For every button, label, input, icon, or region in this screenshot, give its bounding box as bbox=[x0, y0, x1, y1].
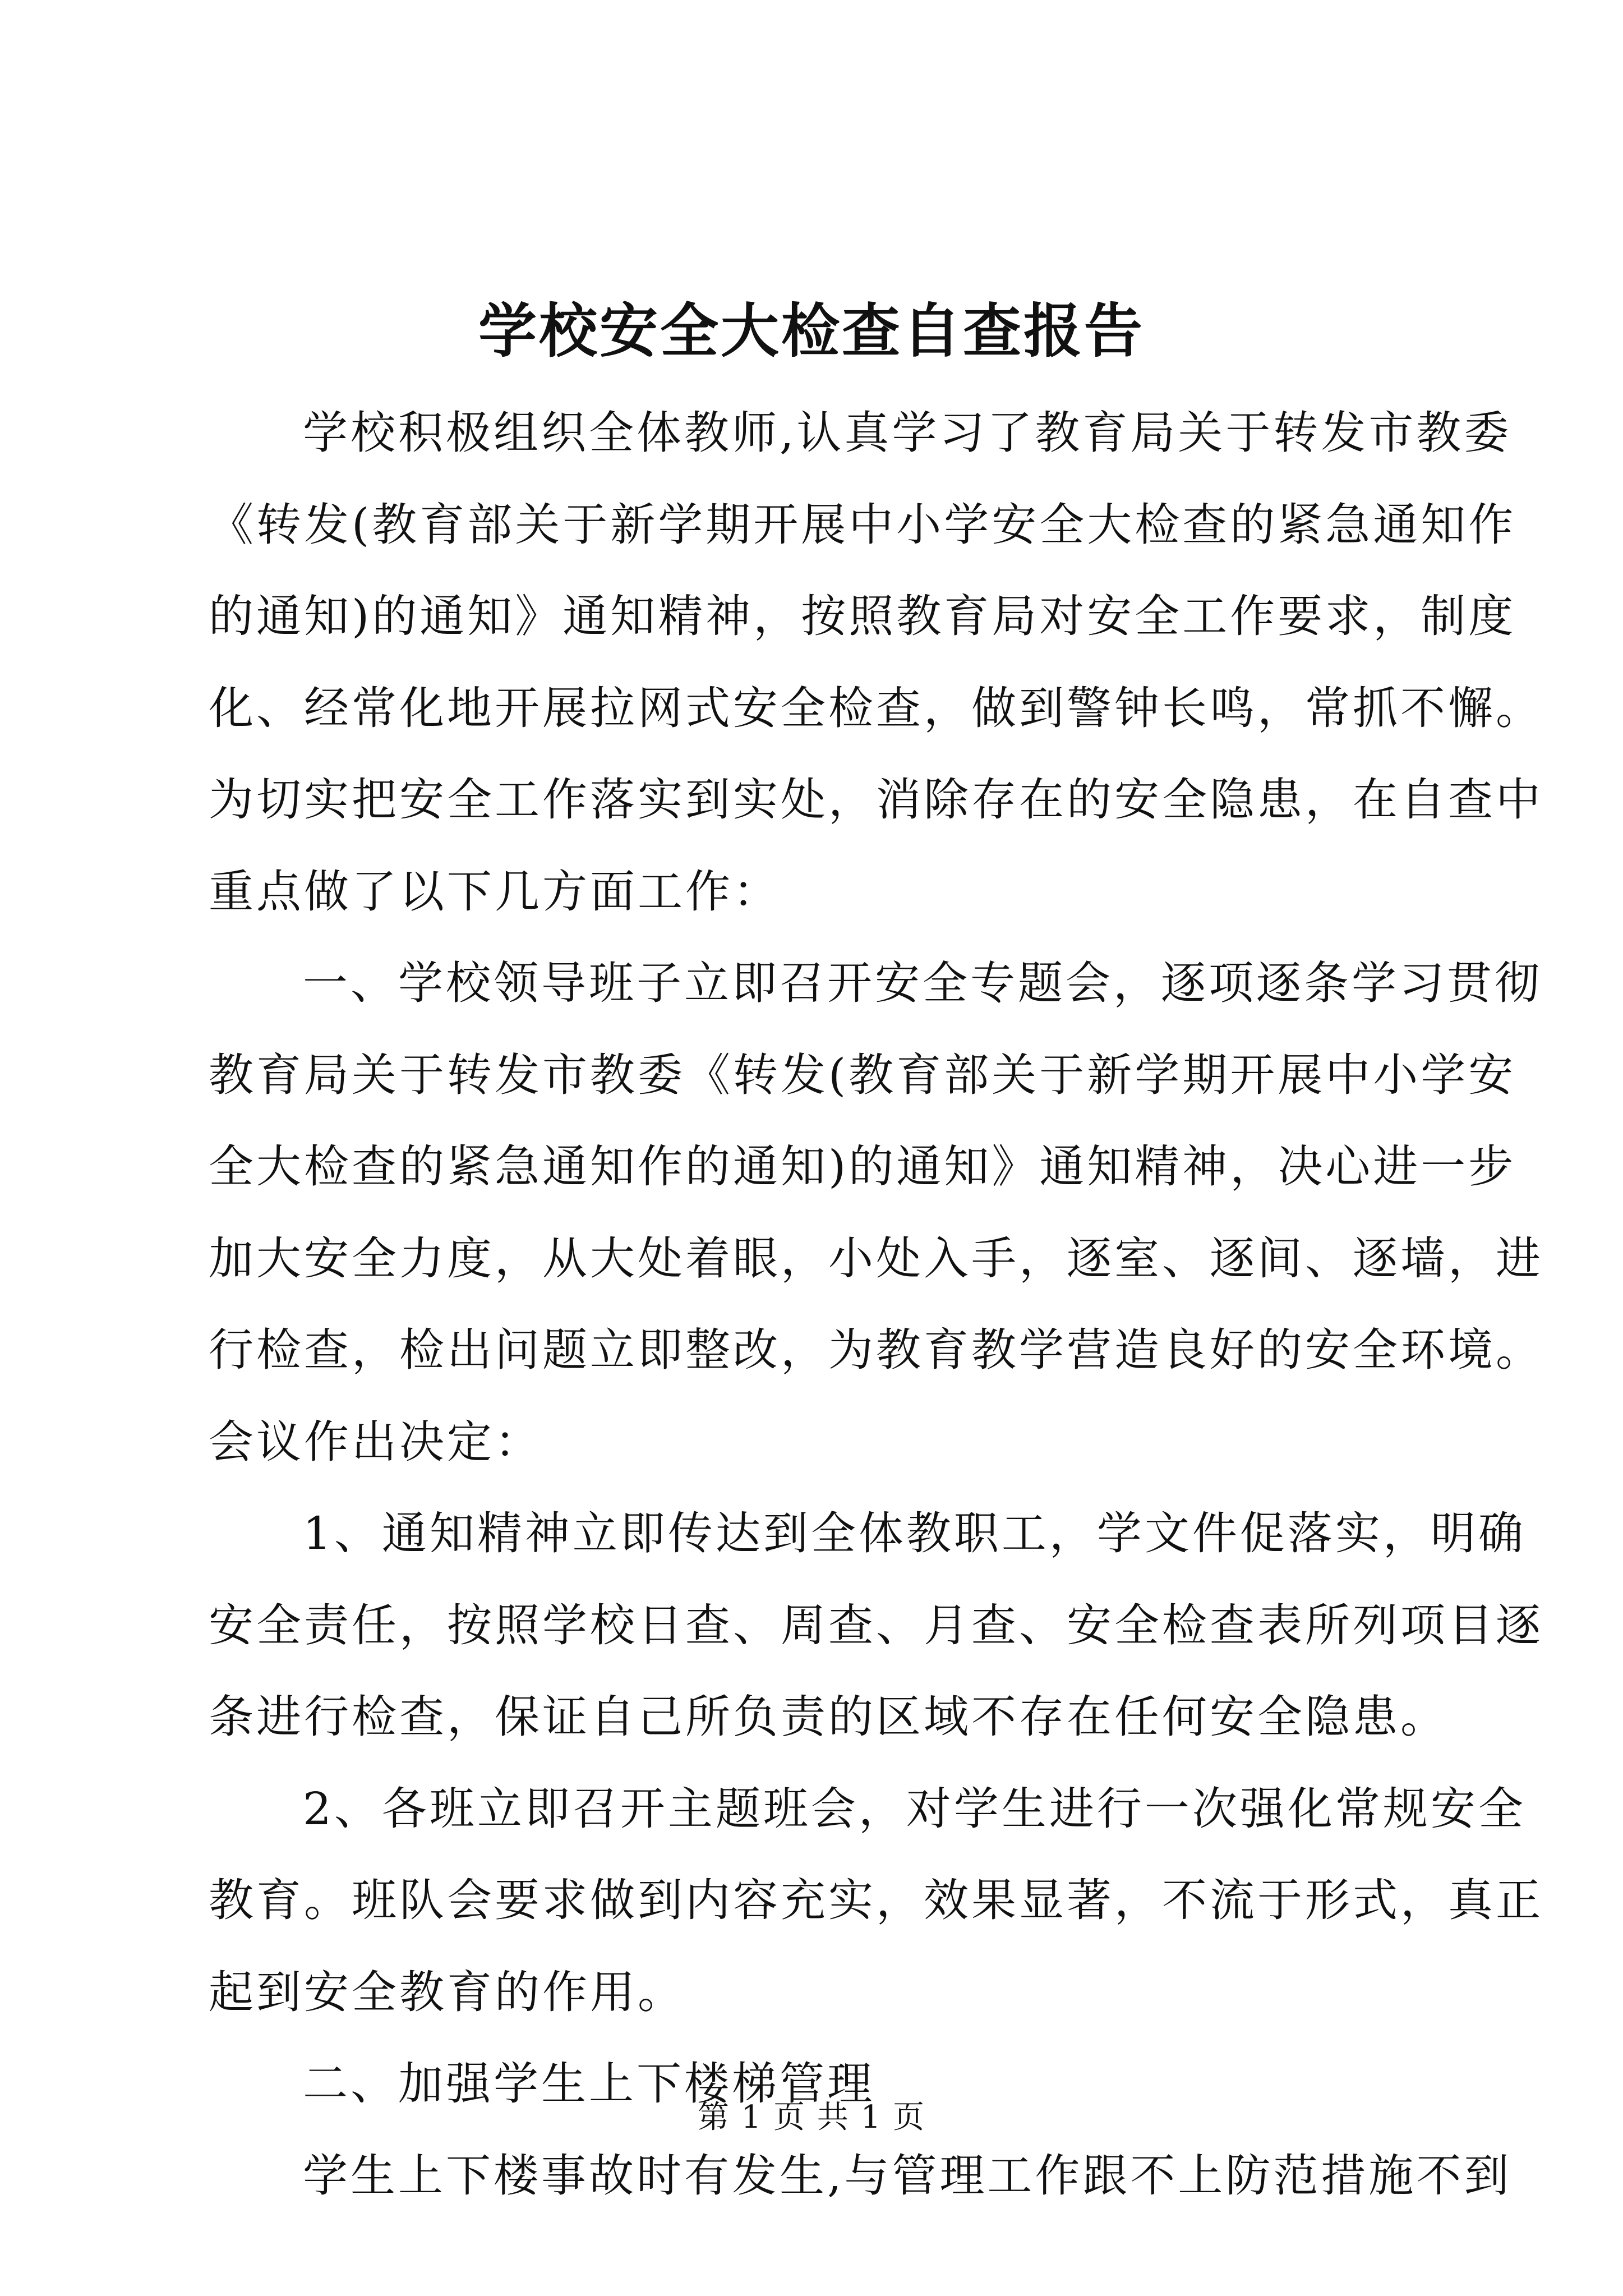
text-line: 的通知)的通知》通知精神，按照教育局对安全工作要求，制度 bbox=[209, 590, 1516, 642]
text-line: 2、各班立即召开主题班会，对学生进行一次强化常规安全 bbox=[303, 1782, 1526, 1835]
text-line: 学校积极组织全体教师,认真学习了教育局关于转发市教委 bbox=[303, 407, 1512, 459]
text-line: 1、通知精神立即传达到全体教职工，学文件促落实，明确 bbox=[303, 1507, 1526, 1559]
text-line: 行检查，检出问题立即整改，为教育教学营造良好的安全环境。 bbox=[209, 1324, 1543, 1376]
text-line: 二、加强学生上下楼梯管理 bbox=[303, 2058, 875, 2110]
text-line: 加大安全力度，从大处着眼，小处入手，逐室、逐间、逐墙，进 bbox=[209, 1232, 1543, 1285]
text-line: 《转发(教育部关于新学期开展中小学安全大检查的紧急通知作 bbox=[209, 498, 1516, 551]
document-body bbox=[209, 387, 1543, 2221]
text-line: 重点做了以下几方面工作： bbox=[209, 865, 781, 918]
text-line: 一、学校领导班子立即召开安全专题会，逐项逐条学习贯彻 bbox=[303, 957, 1542, 1009]
text-line: 起到安全教育的作用。 bbox=[209, 1966, 685, 2018]
document-title: 学校安全大检查自查报告 bbox=[478, 296, 1145, 365]
text-line: 会议作出决定： bbox=[209, 1415, 542, 1468]
text-line: 安全责任，按照学校日查、周查、月查、安全检查表所列项目逐 bbox=[209, 1599, 1543, 1651]
text-line: 条进行检查，保证自己所负责的区域不存在任何安全隐患。 bbox=[209, 1691, 1448, 1743]
text-line: 教育局关于转发市教委《转发(教育部关于新学期开展中小学安 bbox=[209, 1048, 1516, 1101]
page-footer: 第 1 页 共 1 页 bbox=[697, 2099, 926, 2136]
text-line: 化、经常化地开展拉网式安全检查，做到警钟长鸣，常抓不懈。 bbox=[209, 682, 1543, 734]
text-line: 为切实把安全工作落实到实处，消除存在的安全隐患，在自查中 bbox=[209, 774, 1543, 826]
text-line: 全大检查的紧急通知作的通知)的通知》通知精神，决心进一步 bbox=[209, 1140, 1516, 1193]
text-line: 学生上下楼事故时有发生,与管理工作跟不上防范措施不到 bbox=[303, 2149, 1512, 2202]
text-line: 教育。班队会要求做到内容充实，效果显著，不流于形式，真正 bbox=[209, 1874, 1543, 1926]
